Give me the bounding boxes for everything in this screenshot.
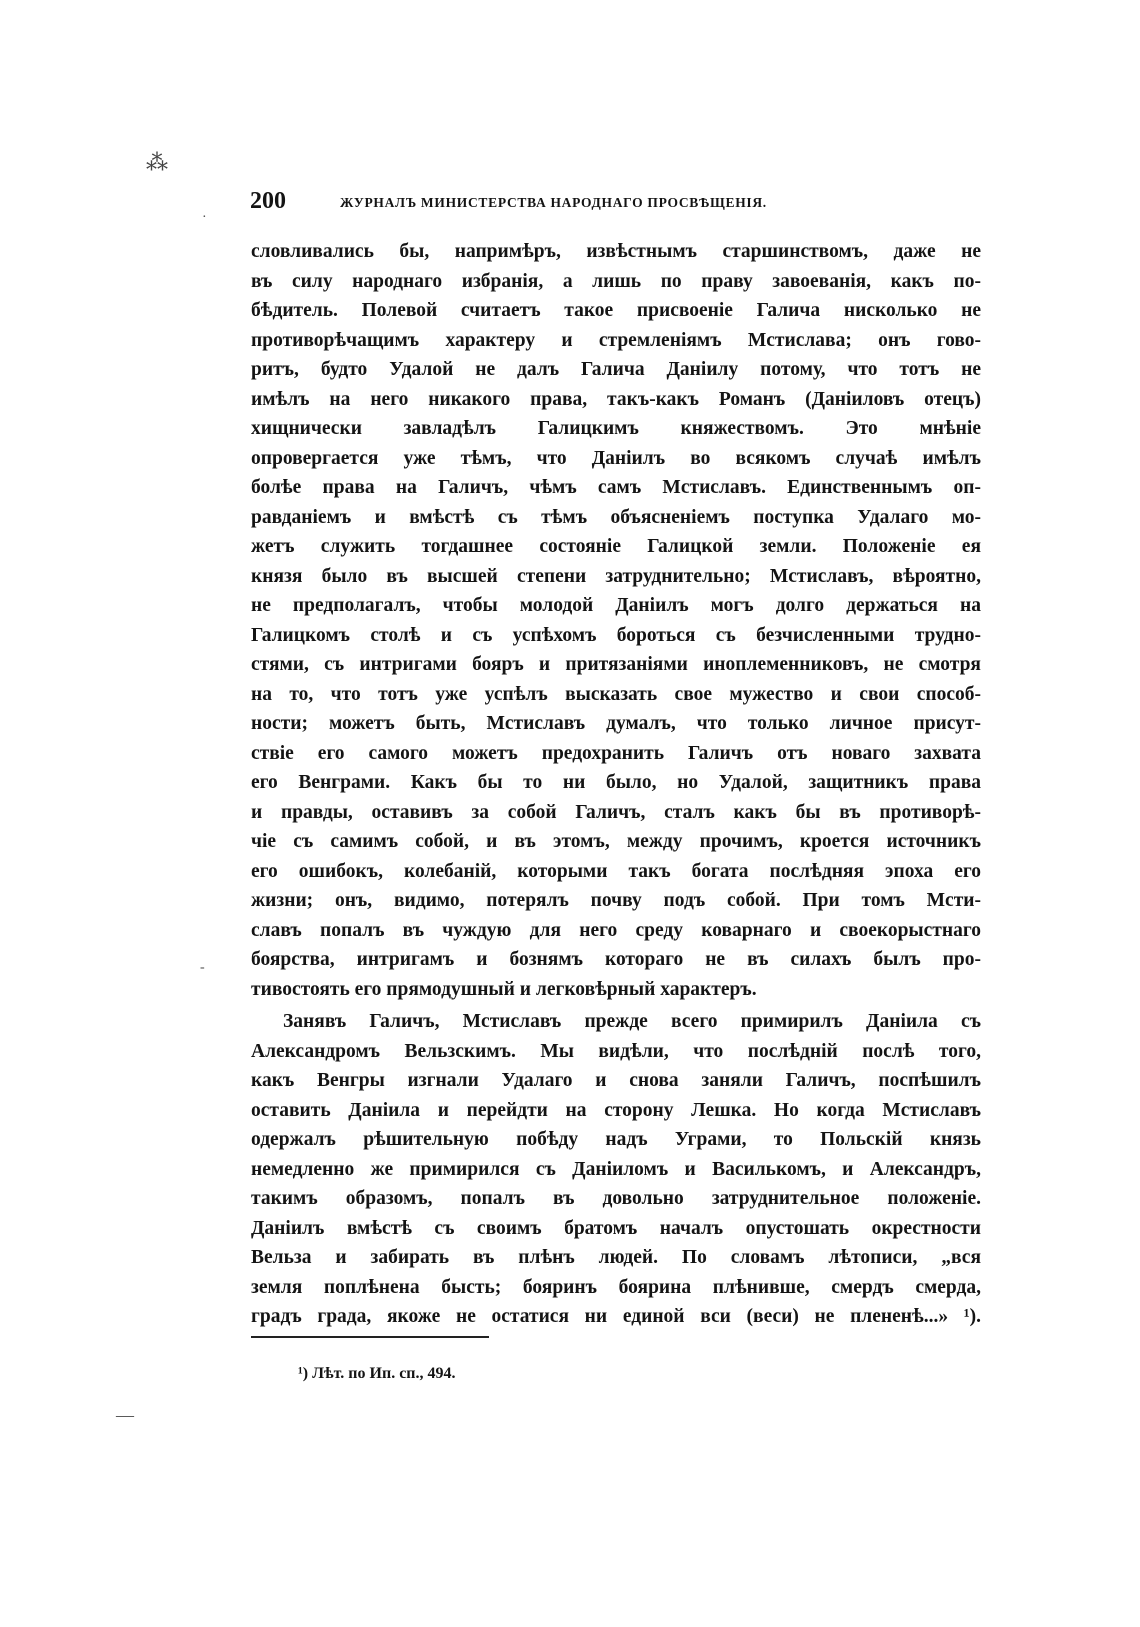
text-line: Вельза и забирать въ плѣнъ людей. По словамъ лѣтописи, „вся [251, 1247, 981, 1268]
text-line: одержалъ рѣшительную побѣду надъ Уграми, то Польскій князь [251, 1129, 981, 1150]
text-line: тивостоять его прямодушный и легковѣрный характеръ. [251, 978, 757, 1000]
text-line: князя было въ высшей степени затруднительно; Мстиславъ, вѣроятно, [251, 565, 981, 587]
text-line: ствіе его самого можетъ предохранить Галичъ отъ новаго захвата [251, 742, 981, 764]
text-line: немедленно же примирился съ Даніиломъ и Василькомъ, и Александръ, [251, 1158, 981, 1180]
page-number: 200 [250, 188, 286, 214]
text-line: и правды, оставивъ за собой Галичъ, сталъ какъ бы въ противорѣ- [251, 801, 981, 823]
text-line: чіе съ самимъ собой, и въ этомъ, между прочимъ, кроется источникъ [251, 831, 981, 852]
text-line: болѣе права на Галичъ, чѣмъ самъ Мстиславъ. Единственнымъ оп- [251, 477, 981, 498]
text-line: оставить Даніила и перейдти на сторону Лешка. Но когда Мстиславъ [251, 1099, 981, 1121]
margin-dot-mark: · [202, 210, 207, 225]
text-line: его ошибокъ, колебаній, которыми такъ богата послѣдняя эпоха его [251, 860, 981, 882]
text-line: Александромъ Вельзскимъ. Мы видѣли, что послѣдній послѣ того, [251, 1040, 981, 1062]
running-header [250, 188, 865, 218]
paragraph [251, 237, 981, 1004]
text-line: хищнически завладѣлъ Галицкимъ княжествомъ. Это мнѣніе [251, 418, 981, 439]
footnote: ¹) Лѣт. по Ип. сп., 494. [298, 1365, 456, 1382]
text-line: земля поплѣнена бысть; бояринъ боярина плѣнивше, смердъ смерда, [251, 1276, 981, 1298]
text-line: не предполагалъ, чтобы молодой Даніилъ могъ долго держаться на [251, 595, 981, 616]
text-line: какъ Венгры изгнали Удалаго и снова заняли Галичъ, поспѣшилъ [251, 1070, 981, 1091]
paragraph [251, 1007, 981, 1332]
text-line: Занявъ Галичъ, Мстиславъ прежде всего примирилъ Даніила съ [283, 1011, 981, 1032]
text-line: боярства, интригамъ и бознямъ котораго не въ силахъ былъ про- [251, 949, 981, 970]
text-line: стями, съ интригами бояръ и притязаніями иноплеменниковъ, не смотря [251, 654, 981, 675]
body-text [251, 237, 981, 1332]
text-line: противорѣчащимъ характеру и стремленіямъ Мстислава; онъ гово- [251, 329, 981, 351]
text-line: опровергается уже тѣмъ, что Даніилъ во всякомъ случаѣ имѣлъ [251, 447, 981, 469]
running-title: ЖУРНАЛЪ МИНИСТЕРСТВА НАРОДНАГО ПРОСВѢЩЕНІЯ. [340, 195, 767, 210]
text-line: его Венграми. Какъ бы то ни было, но Удалой, защитникъ права [251, 772, 981, 793]
text-line: жизни; онъ, видимо, потерялъ почву подъ собой. При томъ Мсти- [251, 890, 981, 911]
text-line: равданіемъ и вмѣстѣ съ тѣмъ объясненіемъ поступка Удалаго мо- [251, 506, 981, 528]
text-line: Галицкомъ столѣ и съ успѣхомъ бороться съ безчисленными трудно- [251, 624, 981, 646]
text-line: на то, что тотъ уже успѣлъ высказать свое мужество и свои способ- [251, 683, 981, 705]
margin-dot-mark: - [200, 960, 205, 975]
text-line: такимъ образомъ, попалъ въ довольно затруднительное положеніе. [251, 1188, 981, 1209]
margin-scribble-mark: ⁂ [146, 150, 168, 175]
text-line: въ силу народнаго избранія, а лишь по праву завоеванія, какъ по- [251, 270, 981, 292]
margin-dot-mark: — [116, 1405, 134, 1425]
text-line: бѣдитель. Полевой считаетъ такое присвоеніе Галича нисколько не [251, 300, 981, 321]
footnote-divider [251, 1336, 489, 1338]
text-line: ритъ, будто Удалой не далъ Галича Даніилу потому, что тотъ не [251, 359, 981, 380]
text-line: ности; можетъ быть, Мстиславъ думалъ, что только личное присут- [251, 713, 981, 734]
text-line: жетъ служить тогдашнее состояніе Галицкой земли. Положеніе ея [251, 536, 981, 557]
text-line: словливались бы, напримѣръ, извѣстнымъ старшинствомъ, даже не [251, 241, 981, 262]
text-line: Даніилъ вмѣстѣ съ своимъ братомъ началъ опустошать окрестности [251, 1217, 981, 1239]
text-line: славъ попалъ въ чуждую для него среду коварнаго и своекорыстнаго [251, 919, 981, 941]
text-line: градъ града, якоже не остатися ни единой вси (веси) не плененѣ...» ¹). [251, 1306, 981, 1327]
text-line: имѣлъ на него никакого права, такъ-какъ Романъ (Даніиловъ отецъ) [251, 388, 981, 410]
